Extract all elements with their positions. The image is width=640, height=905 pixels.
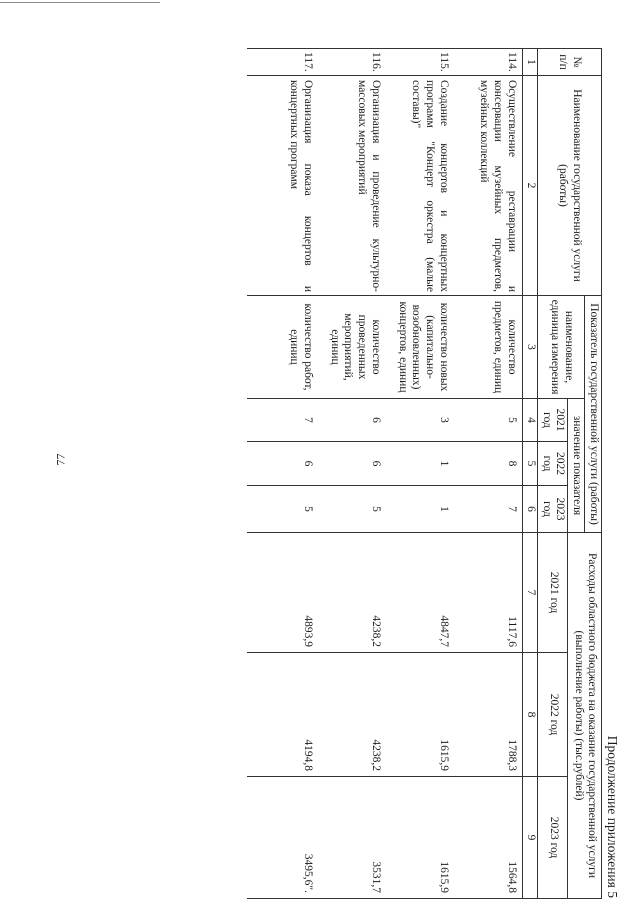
indicator-name: количество проведенных мероприятий, единиц — [315, 296, 383, 399]
appendix-title: Продолжение приложения 5 — [605, 735, 620, 898]
page-number: 77 — [53, 453, 68, 466]
indicator-value-2022: 8 — [451, 442, 523, 486]
budget-2022: 1615,9 — [383, 653, 451, 777]
indicator-value-2022: 6 — [315, 442, 383, 486]
indicator-value-2022: 1 — [383, 442, 451, 486]
header-number: № п/п — [537, 49, 601, 76]
header-budget-year: 2023 год — [537, 777, 568, 899]
header-service-name: Наименование государственной услуги (работы) — [537, 76, 601, 296]
indicator-name: количество предметов, единиц — [451, 296, 523, 399]
budget-2023: 1564,8 — [451, 777, 523, 899]
column-number: 1 — [523, 49, 538, 76]
column-number: 3 — [523, 296, 538, 399]
column-number: 2 — [523, 76, 538, 296]
column-number: 6 — [523, 486, 538, 533]
indicator-value-2023: 1 — [383, 486, 451, 533]
service-name: Организация показа концертов и концертных программ — [247, 76, 315, 296]
indicator-value-2023: 5 — [315, 486, 383, 533]
service-name: Организация и проведение культурно-массовых мероприятий — [315, 76, 383, 296]
indicator-value-2023: 7 — [451, 486, 523, 533]
header-value-year: 2023 год — [537, 486, 568, 533]
column-number: 7 — [523, 533, 538, 653]
budget-2023: 3531,7 — [315, 777, 383, 899]
row-number: 114. — [451, 49, 523, 76]
budget-2021: 4893,9 — [247, 533, 315, 653]
header-indicator-group: Показатель государственной услуги (работы) — [585, 296, 602, 533]
indicator-value-2021: 3 — [383, 399, 451, 442]
header-indicator-name: наименование, единица измерения — [537, 296, 584, 399]
budget-2021: 4238,2 — [315, 533, 383, 653]
header-values-group: значение показателя — [568, 399, 585, 533]
service-name: Осуществление реставрации и консервации музейных предметов, музейных коллекций — [451, 76, 523, 296]
indicator-name: количество работ, единиц — [247, 296, 315, 399]
column-number: 9 — [523, 777, 538, 899]
budget-2022: 4238,2 — [315, 653, 383, 777]
indicator-value-2022: 6 — [247, 442, 315, 486]
row-number: 117. — [247, 49, 315, 76]
budget-2023: 1615,9 — [383, 777, 451, 899]
indicator-name: количество новых (капитально-возобновленных) концертов, единиц — [383, 296, 451, 399]
table-row — [383, 49, 451, 899]
table-row — [247, 49, 315, 899]
indicator-value-2023: 5 — [247, 486, 315, 533]
header-budget-year: 2022 год — [537, 653, 568, 777]
table-row — [315, 49, 383, 899]
rotated-page — [92, 48, 622, 898]
budget-table — [247, 48, 602, 899]
column-number: 4 — [523, 399, 538, 442]
indicator-value-2021: 6 — [315, 399, 383, 442]
scan-edge-line — [0, 2, 160, 3]
header-budget-year: 2021 год — [537, 533, 568, 653]
row-number: 116. — [315, 49, 383, 76]
header-budget-group: Расходы областного бюджета на оказание государственной услуги (выполнение работы) (тыс.рублей) — [568, 533, 602, 899]
indicator-value-2021: 5 — [451, 399, 523, 442]
table-row — [451, 49, 523, 899]
budget-2022: 1788,3 — [451, 653, 523, 777]
column-number: 5 — [523, 442, 538, 486]
budget-2023: 3495,6". — [247, 777, 315, 899]
budget-2021: 4847,7 — [383, 533, 451, 653]
service-name: Создание концертов и концертных программ "Концерт оркестра (малые составы)" — [383, 76, 451, 296]
header-value-year: 2022 год — [537, 442, 568, 486]
budget-2022: 4194,8 — [247, 653, 315, 777]
header-value-year: 2021 год — [537, 399, 568, 442]
column-number: 8 — [523, 653, 538, 777]
row-number: 115. — [383, 49, 451, 76]
indicator-value-2021: 7 — [247, 399, 315, 442]
budget-2021: 1117,6 — [451, 533, 523, 653]
